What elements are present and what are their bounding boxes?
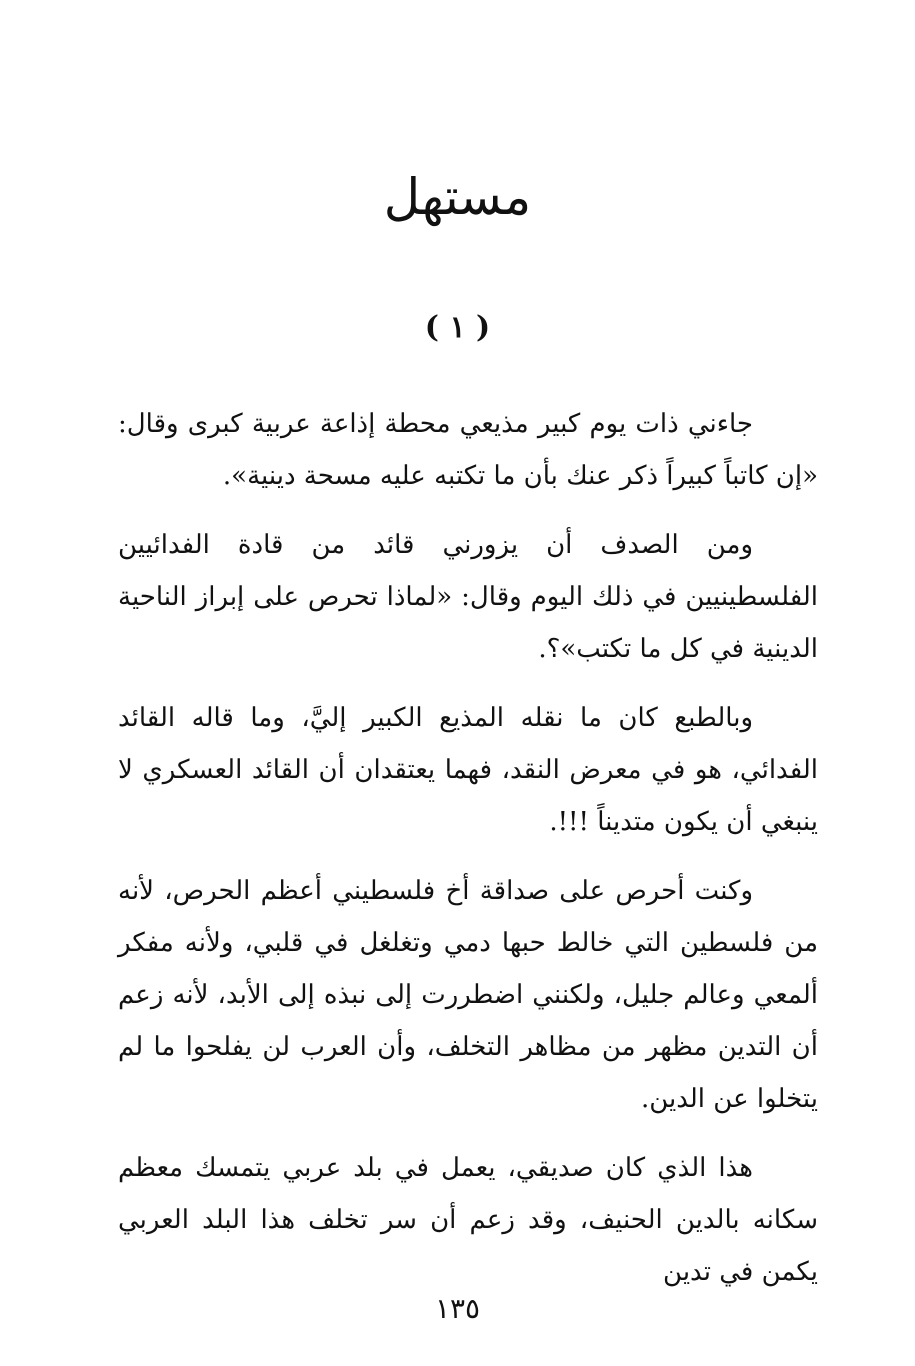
- body-text: [118, 398, 818, 1315]
- chapter-title: مستهل: [383, 168, 532, 226]
- paragraph: وبالطبع كان ما نقله المذيع الكبير إليَّ، وما قاله القائد الفدائي، هو في معرض النقد، فهما يعتقدان أن القائد العسكري لا ينبغي أن يكون متديناً !!!.: [118, 703, 818, 837]
- section-number: ( ١ ): [424, 310, 491, 345]
- paragraph: ومن الصدف أن يزورني قائد من قادة الفدائيين الفلسطينيين في ذلك اليوم وقال: «لماذا تحرص على إبراز الناحية الدينية في كل ما تكتب»؟.: [118, 530, 818, 664]
- page-number: ١٣٥: [434, 1292, 481, 1325]
- paragraph: جاءني ذات يوم كبير مذيعي محطة إذاعة عربية كبرى وقال: «إن كاتباً كبيراً ذكر عنك بأن ما تكتبه عليه مسحة دينية».: [118, 409, 818, 491]
- paragraph: هذا الذي كان صديقي، يعمل في بلد عربي يتمسك معظم سكانه بالدين الحنيف، وقد زعم أن سر تخلف هذا البلد العربي يكمن في تدين: [118, 1153, 818, 1287]
- paragraph: وكنت أحرص على صداقة أخ فلسطيني أعظم الحرص، لأنه من فلسطين التي خالط حبها دمي وتغلغل في قلبي، ولأنه مفكر ألمعي وعالم جليل، ولكنني اضطررت إلى نبذه إلى الأبد، لأنه زعم أن التدين مظهر من مظاهر التخلف، وأن العرب لن يفلحوا ما لم يتخلوا عن الدين.: [118, 876, 818, 1114]
